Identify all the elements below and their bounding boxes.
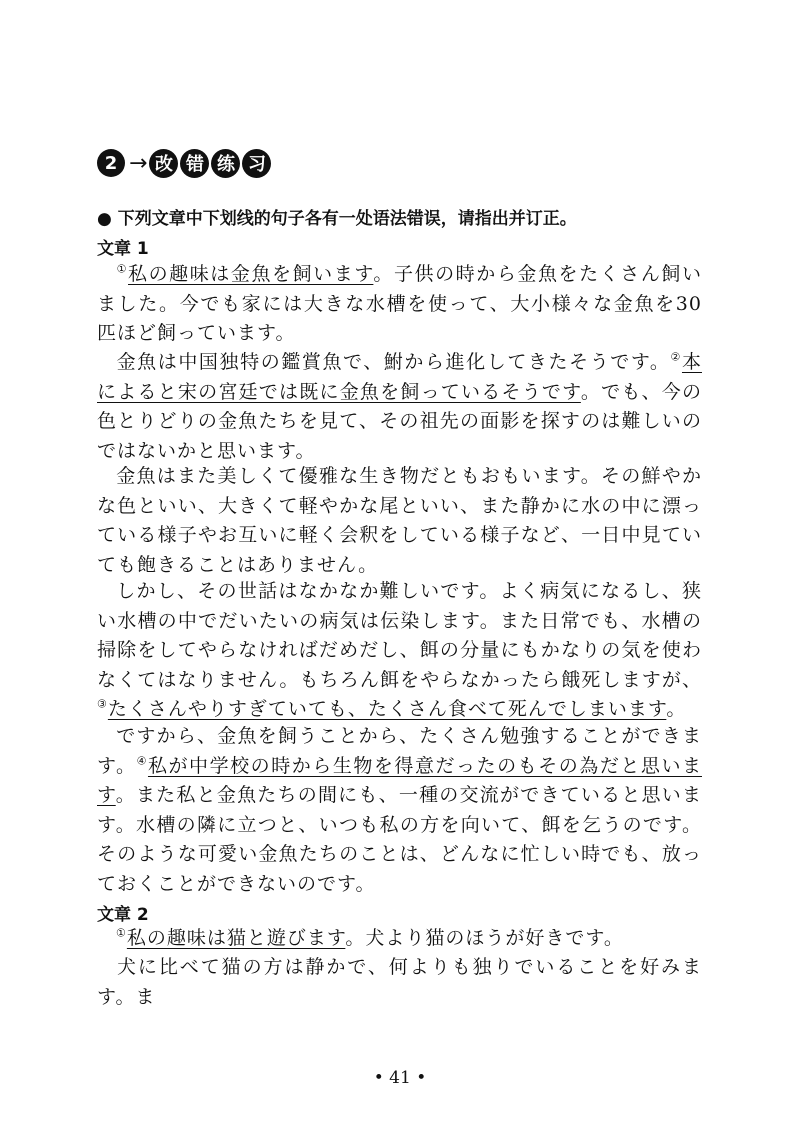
sentence-number: ② xyxy=(670,350,682,364)
article-2-label: 文章 2 xyxy=(97,905,149,925)
sentence-number: ③ xyxy=(97,697,108,711)
paragraph-text: 。子供の時から金魚をたくさん飼いました。今でも家には大きな水槽を使って、大小様々な金魚を30 匹ほど飼っています。 xyxy=(97,263,702,344)
article-2-paragraph-1 xyxy=(97,924,702,954)
paragraph-text: しかし、その世話はなかなか難しいです。よく病気になるし、狭い水槽の中でだいたいの病気は伝染します。また日常でも、水槽の掃除をしてやらなければだめだし、餌の分量にもかなりの気を使わなくてはなりません。もちろん餌をやらなかったら餓死しますが、 xyxy=(97,580,702,691)
paragraph-text: 。 xyxy=(666,698,687,720)
article-1-label: 文章 1 xyxy=(97,239,149,259)
paragraph-text: 金魚は中国独特の鑑賞魚で、鮒から進化してきたそうです。 xyxy=(116,351,671,373)
section-title-char: 练 xyxy=(211,149,240,178)
underlined-sentence: たくさんやりすぎていても、たくさん食べて死んでしまいます xyxy=(107,698,667,720)
paragraph-text: 。でも、今の色とりどりの金魚たちを見て、その祖先の面影を探すのは難しいのではないかと思います。 xyxy=(97,380,702,462)
underlined-sentence: 私の趣味は猫と遊びます xyxy=(126,927,346,949)
page-number: • 41 • xyxy=(373,1068,427,1088)
article-1-paragraph-5 xyxy=(97,722,702,899)
section-header xyxy=(97,146,271,180)
section-title xyxy=(149,149,271,178)
section-title-char: 改 xyxy=(149,149,178,178)
article-2-paragraph-2 xyxy=(97,953,702,1012)
underlined-sentence: 本によると宋の宮廷では既に金魚を飼っているそうです xyxy=(97,351,702,403)
underlined-sentence: 私が中学校の時から生物を得意だったのもその為だと思います xyxy=(97,754,702,806)
article-1-paragraph-2 xyxy=(97,348,702,466)
section-title-char: 习 xyxy=(242,149,271,178)
paragraph-text: 犬に比べて猫の方は静かで、何よりも独りでいることを好みます。ま xyxy=(97,956,702,1008)
paragraph-text: 金魚はまた美しくて優雅な生き物だともおもいます。その鮮やかな色といい、大きくて軽やかな尾といい、また静かに水の中に漂っている様子やお互いに軽く会釈をしている様子など、一日中見ていても飽きることはありません。 xyxy=(97,465,702,576)
paragraph-text: ですから、金魚を飼うことから、たくさん勉強することができます。 xyxy=(97,725,702,777)
sentence-number: ④ xyxy=(136,754,148,768)
section-title-char: 错 xyxy=(180,149,209,178)
sentence-number: ① xyxy=(116,926,127,940)
article-1-paragraph-1 xyxy=(97,260,702,349)
instruction: ● 下列文章中下划线的句子各有一处语法错误，请指出并订正。 xyxy=(97,209,577,229)
article-1-paragraph-4 xyxy=(97,577,702,725)
section-number-badge: 2 xyxy=(97,149,125,177)
arrow-right-icon: → xyxy=(129,150,148,176)
underlined-sentence: 私の趣味は金魚を飼います xyxy=(128,263,374,285)
paragraph-text: 。また私と金魚たちの間にも、一種の交流ができていると思います。水槽の隣に立つと、いつも私の方を向いて、餌を乞うのです。そのような可愛い金魚たちのことは、どんなに忙しい時でも、放っておくことができないのです。 xyxy=(97,784,702,895)
sentence-number: ① xyxy=(116,262,129,276)
paragraph-text: 。犬より猫のほうが好きです。 xyxy=(345,927,624,949)
article-1-paragraph-3 xyxy=(97,462,702,580)
